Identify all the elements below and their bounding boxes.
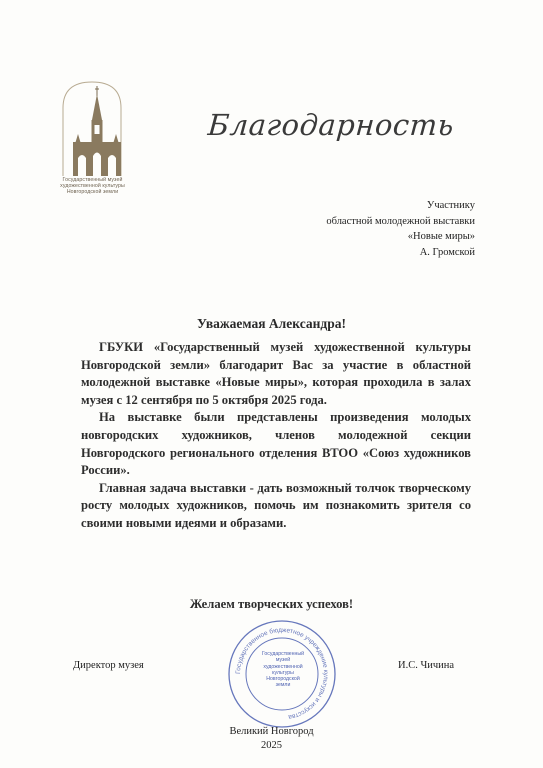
salutation: Уважаемая Александра! bbox=[197, 316, 346, 331]
footer bbox=[0, 725, 543, 753]
stamp-line: художественной bbox=[263, 663, 303, 670]
body-paragraph: Главная задача выставки - дать возможный толчок творческому росту молодых художников, помочь им познакомить зрителя со своими новыми идеями и образами. bbox=[81, 480, 471, 530]
document-title: Благодарность bbox=[206, 108, 456, 142]
addressee-line: Участнику bbox=[426, 200, 475, 211]
body-paragraph: На выставке были представлены произведения молодых новгородских художников, членов молодежной секции Новгородского регионального отделения ВТОО «Союз художников России». bbox=[81, 410, 471, 478]
closing-wishes: Желаем творческих успехов! bbox=[189, 597, 354, 611]
addressee-block bbox=[235, 198, 475, 260]
stamp-line: Государственный bbox=[261, 651, 305, 657]
official-stamp bbox=[226, 618, 338, 730]
stamp-ring-text: Государственное бюджетное учреждение культуры и искусства bbox=[234, 626, 330, 721]
signer-position: Директор музея bbox=[73, 660, 144, 671]
stamp-line: культуры bbox=[272, 669, 294, 676]
museum-name bbox=[45, 177, 140, 195]
addressee-line: «Новые миры» bbox=[407, 231, 475, 243]
letter-body bbox=[81, 339, 471, 533]
addressee-line: областной молодежной выставки bbox=[326, 215, 475, 227]
museum-name-line: художественной культуры bbox=[60, 183, 125, 189]
museum-name-line: Государственный музей bbox=[62, 177, 123, 183]
stamp-line: земли bbox=[275, 682, 291, 689]
addressee-line: А. Громской bbox=[419, 246, 475, 258]
signer-name: И.С. Чичина bbox=[398, 660, 455, 671]
footer-year: 2025 bbox=[261, 740, 282, 751]
museum-logo bbox=[45, 78, 140, 208]
church-logo-icon bbox=[45, 78, 140, 178]
stamp-line: музей bbox=[275, 657, 291, 664]
museum-name-line: Новгородской земли bbox=[66, 189, 119, 195]
stamp-center-text bbox=[256, 651, 310, 689]
footer-city: Великий Новгород bbox=[229, 726, 314, 737]
body-paragraph: ГБУКИ «Государственный музей художественной культуры Новгородской земли» благодарит Вас за участие в областной молодежной выставке «Новые миры», которая проходила в залах музея с 12 сентября по 5 октября 2025 года. bbox=[81, 340, 471, 407]
stamp-line: Новгородской bbox=[266, 676, 300, 683]
